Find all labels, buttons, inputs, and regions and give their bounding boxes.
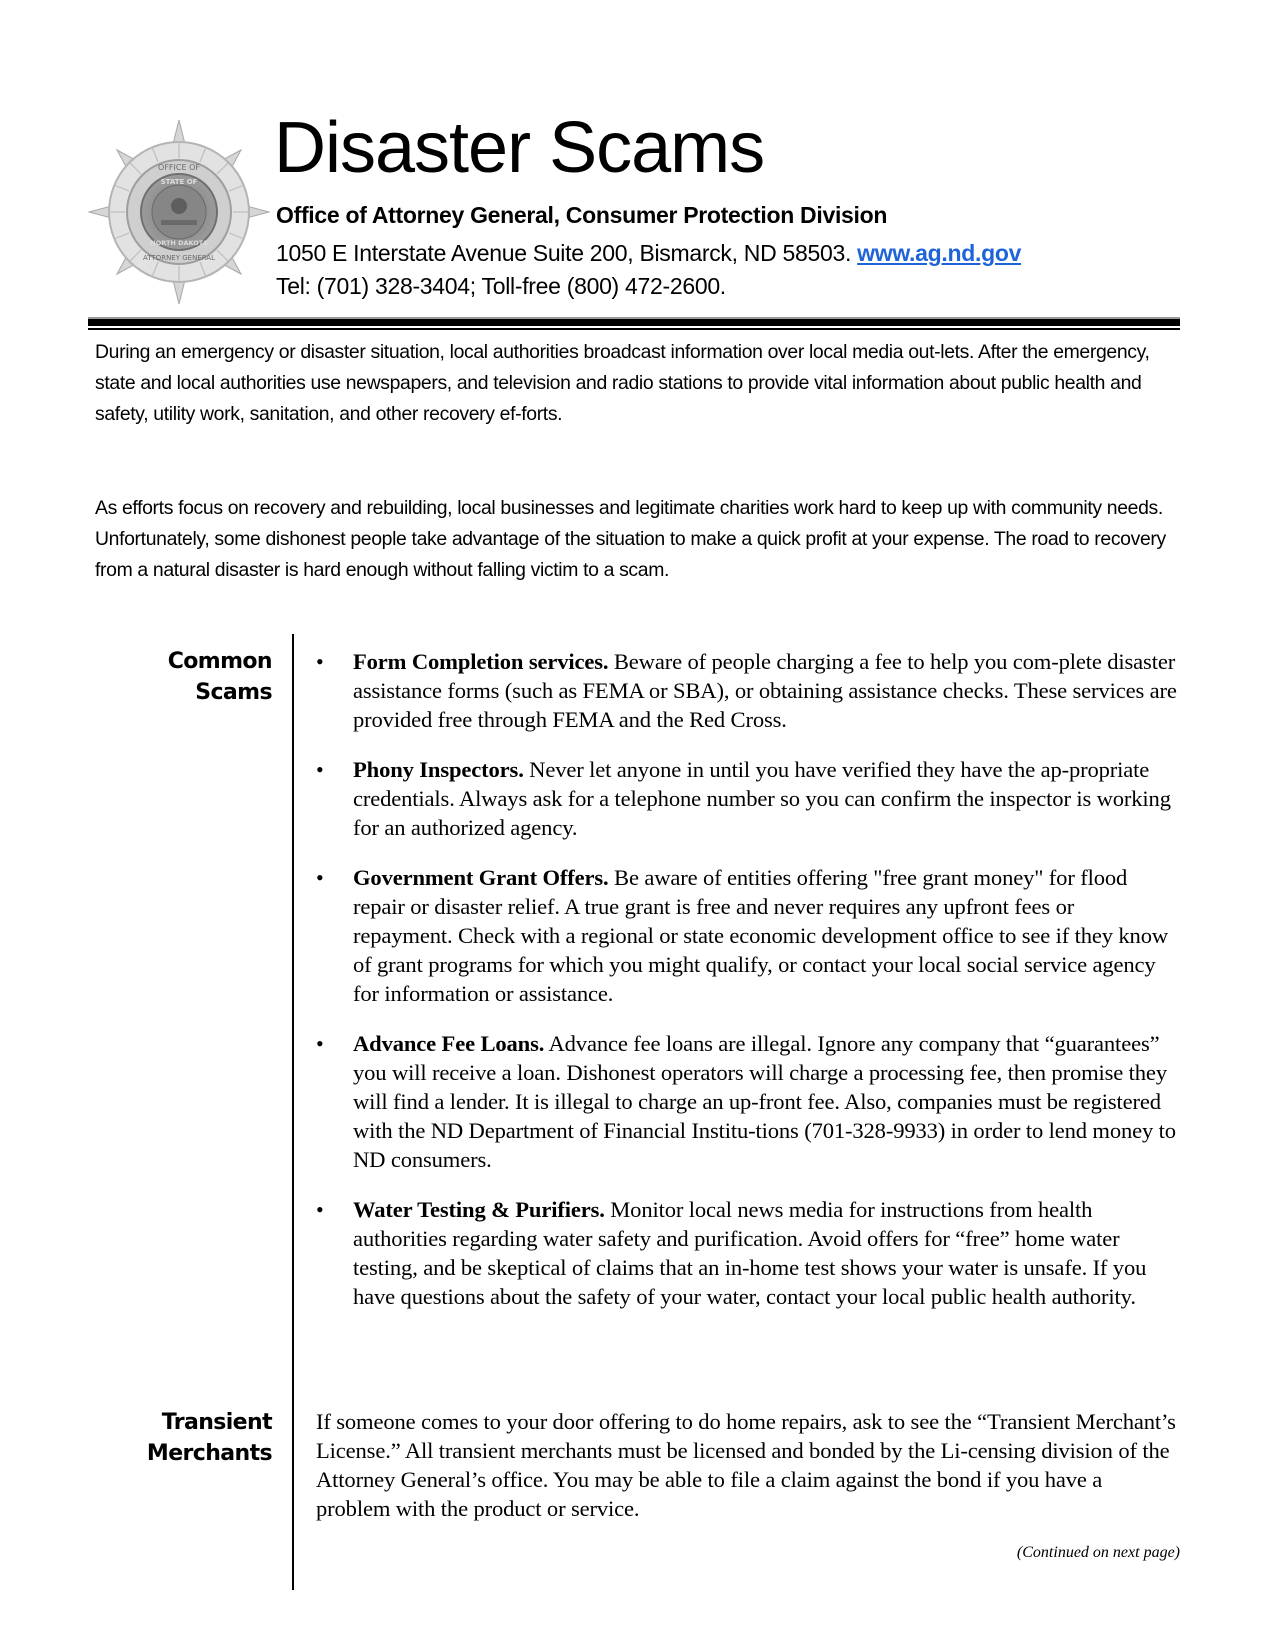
section-label-transient-merchants xyxy=(82,1407,272,1469)
scam-text: Never let anyone in until you have verified they have the ap-propriate credentials. Always ask for a telephone number so you can confirm the inspector is working for an authorized agency. xyxy=(353,757,1171,840)
section-label-common-scams xyxy=(82,646,272,708)
section-label-line: Common xyxy=(167,649,272,674)
scam-item-government-grant-offers xyxy=(316,863,1178,1008)
bullet-icon: • xyxy=(316,865,324,890)
scam-text: Beware of people charging a fee to help you com-plete disaster assistance forms (such as FEMA or SBA), or obtaining assistance checks. These services are provided free through FEMA and the Red Cross. xyxy=(353,649,1177,732)
organization-name: Office of Attorney General, Consumer Protection Division xyxy=(276,202,888,228)
bullet-icon: • xyxy=(316,649,324,674)
section-label-line: Merchants xyxy=(146,1441,272,1466)
scam-heading: Water Testing & Purifiers. xyxy=(353,1197,605,1222)
section-label-line: Transient xyxy=(161,1410,272,1435)
bullet-icon: • xyxy=(316,1197,324,1222)
attorney-general-seal-logo xyxy=(88,118,270,306)
intro-paragraph-1: During an emergency or disaster situation, local authorities broadcast information over local media out-lets. After the emergency, state and local authorities use newspapers, and television and radio stations to provide vital information about public health and safety, utility work, sanitation, and other recovery ef-forts. xyxy=(95,341,1150,425)
website-link[interactable]: www.ag.nd.gov xyxy=(857,240,1022,266)
seal-text-office-of: OFFICE OF xyxy=(158,163,200,172)
intro-paragraph-2: As efforts focus on recovery and rebuilding, local businesses and legitimate charities work hard to keep up with community needs. Unfortunately, some dishonest people take advantage of the situation to make a quick profit at your expense. The road to recovery from a natural disaster is hard enough without falling victim to a scam. xyxy=(95,497,1166,581)
scam-item-form-completion xyxy=(316,647,1178,734)
seal-text-attorney-general: ATTORNEY GENERAL xyxy=(143,254,215,262)
common-scams-list xyxy=(316,647,1178,1332)
office-phone: Tel: (701) 328-3404; Toll-free (800) 472-2600. xyxy=(276,273,726,299)
scam-heading: Phony Inspectors. xyxy=(353,757,524,782)
section-label-line: Scams xyxy=(195,680,272,705)
page-title: Disaster Scams xyxy=(274,108,765,188)
scam-item-phony-inspectors xyxy=(316,755,1178,842)
section-vertical-divider xyxy=(292,634,294,1590)
scam-item-water-testing xyxy=(316,1195,1178,1311)
scam-heading: Government Grant Offers. xyxy=(353,865,609,890)
scam-text: Monitor local news media for instructions from health authorities regarding water safety and purification. Avoid offers for “free” home water testing, and be skeptical of claims that an in-home test shows your water is unsafe. If you have questions about the safety of your water, contact your local public health authority. xyxy=(353,1197,1147,1309)
office-address xyxy=(276,237,1021,270)
header-divider-thick xyxy=(88,319,1180,326)
scam-text: Advance fee loans are illegal. Ignore any company that “guarantees” you will receive a loan. Dishonest operators will charge a processing fee, then promise they will find a lender. It is illegal to charge an up-front fee. Also, companies must be registered with the ND Department of Financial Institu-tions (701-328-9933) in order to lend money to ND consumers. xyxy=(353,1031,1176,1172)
header-divider-bottom xyxy=(88,328,1180,330)
address-text: 1050 E Interstate Avenue Suite 200, Bismarck, ND 58503. xyxy=(276,240,858,266)
transient-merchants-text: If someone comes to your door offering to do home repairs, ask to see the “Transient Merchant’s License.” All transient merchants must be licensed and bonded by the Li-censing division of the Attorney General’s office. You may be able to file a claim against the bond if you have a problem with the product or service. xyxy=(316,1409,1176,1521)
bullet-icon: • xyxy=(316,1031,324,1056)
bullet-icon: • xyxy=(316,757,324,782)
star-badge-icon xyxy=(88,118,270,306)
scam-heading: Advance Fee Loans. xyxy=(353,1031,545,1056)
seal-text-state-of: STATE OF xyxy=(160,178,198,186)
scam-heading: Form Completion services. xyxy=(353,649,609,674)
seal-text-north-dakota: NORTH DAKOTA xyxy=(150,239,208,247)
continued-on-next-page: (Continued on next page) xyxy=(1016,1544,1180,1561)
scam-item-advance-fee-loans xyxy=(316,1029,1178,1174)
scam-text: Be aware of entities offering "free grant money" for flood repair or disaster relief. A true grant is free and never requires any upfront fees or repayment. Check with a regional or state economic development office to see if they know of grant programs for which you might qualify, or contact your local social service agency for information or assistance. xyxy=(353,865,1169,1006)
